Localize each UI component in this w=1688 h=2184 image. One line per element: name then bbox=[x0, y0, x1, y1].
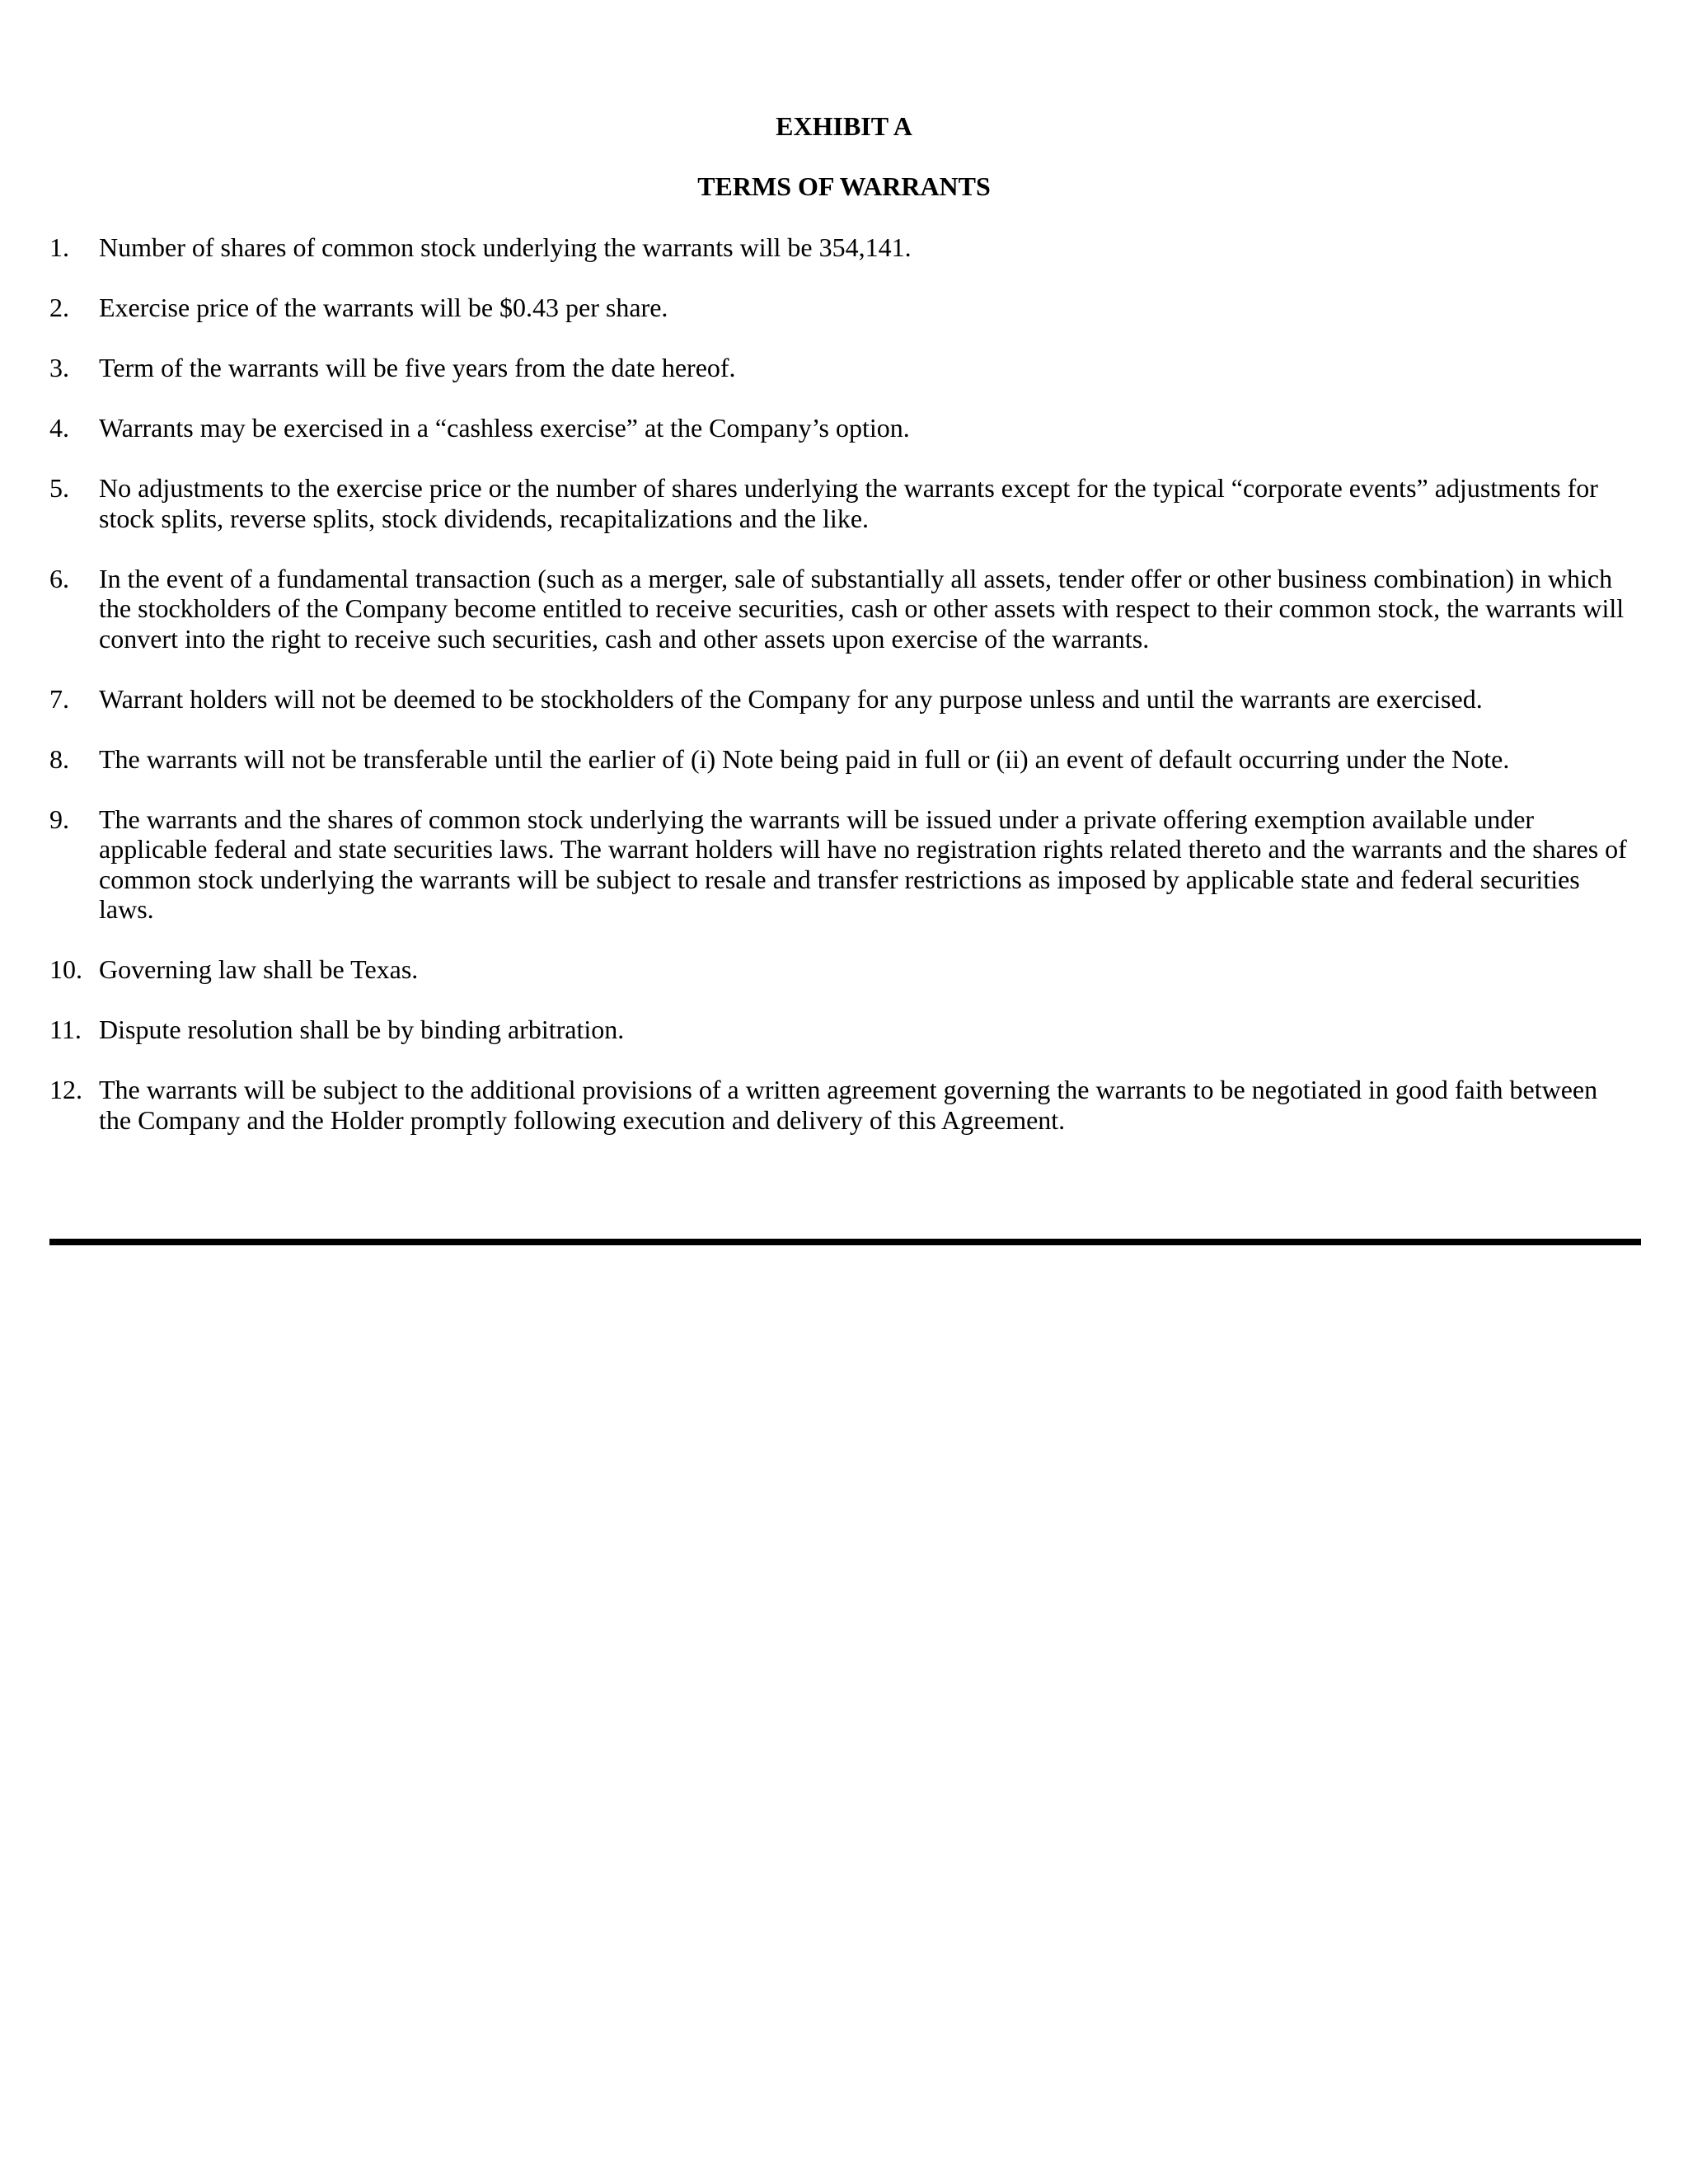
item-text: Dispute resolution shall be by binding arbitration. bbox=[99, 1015, 625, 1044]
item-number: 6. bbox=[49, 563, 69, 593]
item-number: 7. bbox=[49, 683, 69, 714]
item-text: Warrants may be exercised in a “cashless exercise” at the Company’s option. bbox=[99, 413, 910, 443]
list-item bbox=[49, 564, 1632, 654]
exhibit-title: EXHIBIT A bbox=[776, 111, 912, 141]
item-text: Warrant holders will not be deemed to be stockholders of the Company for any purpose unless and until the warrants are exercised. bbox=[99, 683, 1483, 714]
list-item bbox=[49, 684, 1632, 715]
list-item bbox=[49, 954, 1632, 985]
item-text: Exercise price of the warrants will be $0.43 per share. bbox=[99, 293, 668, 322]
item-text: Number of shares of common stock underlying the warrants will be 354,141. bbox=[99, 232, 912, 262]
item-number: 4. bbox=[49, 413, 69, 443]
item-text: The warrants will be subject to the additional provisions of a written agreement governing the warrants to be negotiated in good faith between the Company and the Holder promptly following execution and delivery of this Agreement. bbox=[99, 1075, 1598, 1135]
list-item bbox=[49, 293, 1632, 323]
section-title: TERMS OF WARRANTS bbox=[697, 171, 991, 201]
item-text: Governing law shall be Texas. bbox=[99, 954, 419, 984]
list-item bbox=[49, 413, 1632, 443]
item-number: 12. bbox=[49, 1075, 82, 1104]
item-text: No adjustments to the exercise price or the number of shares underlying the warrants except for the typical “corporate events” adjustments for stock splits, reverse splits, stock dividends, recapitalizations and the like. bbox=[99, 473, 1598, 533]
list-item bbox=[49, 232, 1632, 263]
list-item bbox=[49, 804, 1632, 925]
list-item bbox=[49, 1015, 1632, 1045]
list-item bbox=[49, 473, 1632, 533]
item-number: 1. bbox=[49, 232, 69, 262]
item-number: 5. bbox=[49, 473, 69, 503]
item-text: In the event of a fundamental transaction (such as a merger, sale of substantially all assets, tender offer or other business combination) in which the stockholders of the Company become entitled to receive securities, cash or other assets with respect to their common stock, the warrants will convert into the right to receive such securities, cash and other assets upon exercise of the warrants. bbox=[99, 563, 1625, 654]
list-item bbox=[49, 353, 1632, 383]
terms-list bbox=[49, 232, 1632, 1165]
item-number: 9. bbox=[49, 804, 69, 834]
list-item bbox=[49, 744, 1632, 775]
item-number: 3. bbox=[49, 353, 69, 382]
item-number: 11. bbox=[49, 1015, 82, 1044]
item-number: 10. bbox=[49, 954, 82, 984]
item-number: 8. bbox=[49, 743, 69, 774]
page-divider bbox=[49, 1239, 1641, 1245]
item-text: The warrants will not be transferable until the earlier of (i) Note being paid in full or (ii) an event of default occurring under the Note. bbox=[99, 743, 1510, 774]
item-text: Term of the warrants will be five years from the date hereof. bbox=[99, 353, 736, 382]
list-item bbox=[49, 1075, 1632, 1135]
item-text: The warrants and the shares of common stock underlying the warrants will be issued under a private offering exemption available under applicable federal and state securities laws. The warrant holders will have no registration rights related thereto and the warrants and the shares of common stock underlying the warrants will be subject to resale and transfer restrictions as imposed by applicable state and federal securities laws. bbox=[99, 804, 1627, 924]
item-number: 2. bbox=[49, 293, 69, 322]
